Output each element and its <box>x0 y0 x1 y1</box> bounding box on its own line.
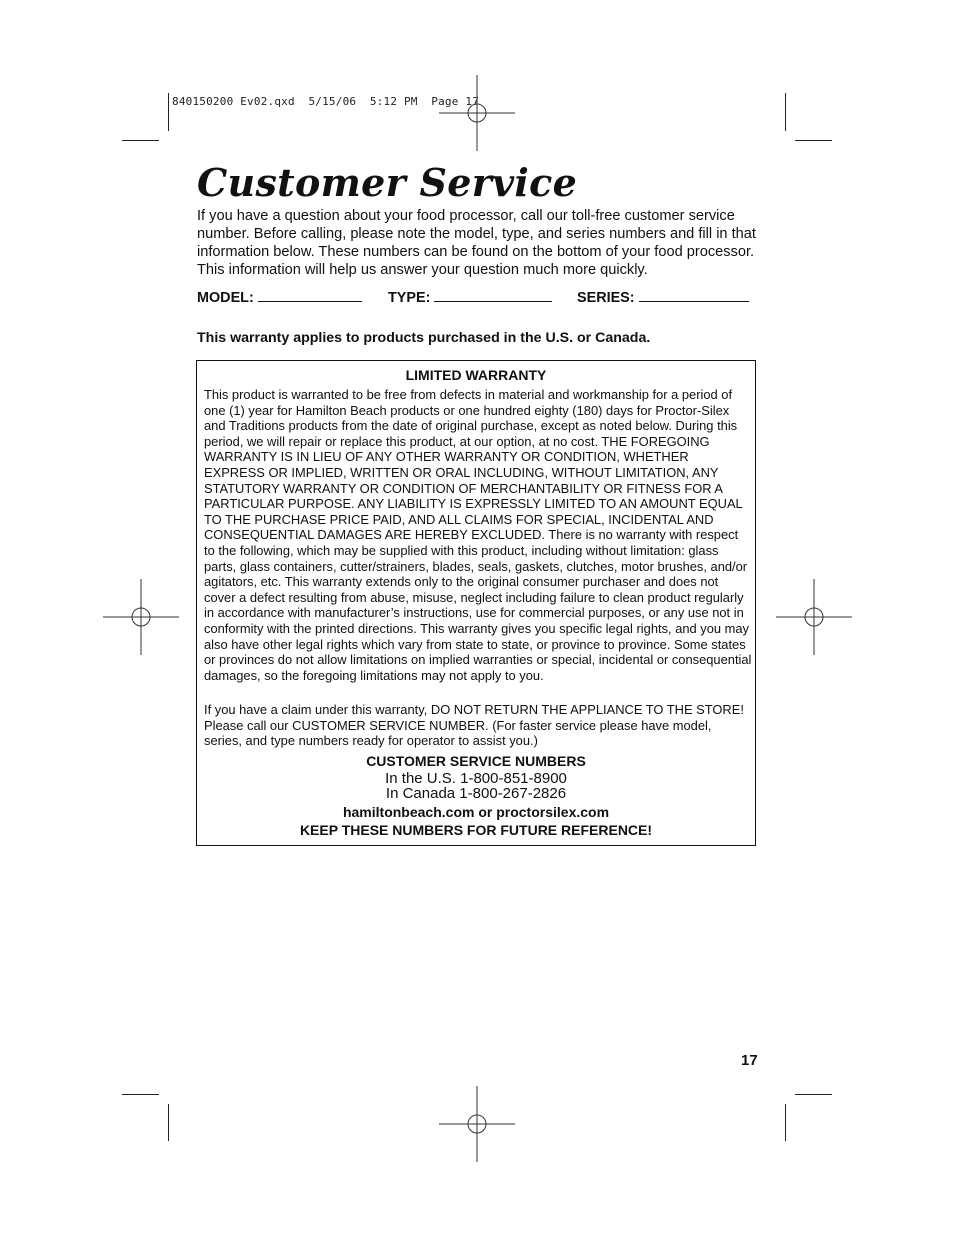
warranty-body: This product is warranted to be free from defects in material and workmanship for a period of one (1) year for Hamilton Beach products or one hundred eighty (180) days for Proctor-Silex and Traditions products from the date of original purchase, except as noted below. During this period, we will repair or replace this product, at our option, at no cost. THE FOREGOING WARRANTY IS IN LIEU OF ANY OTHER WARRANTY OR CONDITION, WHETHER EXPRESS OR IMPLIED, WRITTEN OR ORAL INCLUDING, WITHOUT LIMITATION, ANY STATUTORY WARRANTY OR CONDITION OF MERCHANTABILITY OR FITNESS FOR A PARTICULAR PURPOSE. ANY LIABILITY IS EXPRESSLY LIMITED TO AN AMOUNT EQUAL TO THE PURCHASE PRICE PAID, AND ALL CLAIMS FOR SPECIAL, INCIDENTAL AND CONSEQUENTIAL DAMAGES ARE HEREBY EXCLUDED. There is no warranty with respect to the following, which may be supplied with this product, including without limitation: glass parts, glass containers, cutter/strainers, blades, seals, gaskets, clutches, motor brushes, and/or agitators, etc. This warranty extends only to the original consumer purchaser and does not cover a defect resulting from abuse, misuse, neglect including failure to clean product regularly in accordance with manufacturer’s instructions, use for commercial purposes, or any use not in conformity with the printed directions. This warranty gives you specific legal rights, and you may also have other legal rights which vary from state to state, or province to province. Some states or provinces do not allow limitations on implied warranties or special, incidental or consequential damages, so the foregoing limitations may not apply to you. <box>204 387 752 683</box>
registration-mark-icon <box>776 579 852 655</box>
page-number: 17 <box>741 1052 758 1069</box>
crop-mark <box>795 140 832 141</box>
type-blank <box>434 288 552 302</box>
type-label: TYPE: <box>388 290 431 306</box>
printer-slug: 840150200 Ev02.qxd 5/15/06 5:12 PM Page 17 <box>172 95 480 108</box>
model-label: MODEL: <box>197 290 254 306</box>
registration-mark-icon <box>103 579 179 655</box>
type-field <box>388 288 552 306</box>
crop-mark <box>168 93 169 131</box>
limited-warranty-box <box>196 360 756 846</box>
crop-mark <box>168 1104 169 1141</box>
intro-paragraph: If you have a question about your food processor, call our toll-free customer service number. Before calling, please note the model, type, and series numbers and fill in that information below. These numbers can be found on the bottom of your food processor. This information will help us answer your question much more quickly. <box>197 208 756 278</box>
page-title: Customer Service <box>197 160 578 205</box>
series-label: SERIES: <box>577 290 635 306</box>
crop-mark <box>785 93 786 131</box>
us-phone-number: In the U.S. 1-800-851-8900 <box>385 770 567 787</box>
crop-mark <box>122 140 159 141</box>
model-field <box>197 288 362 306</box>
warranty-scope-note: This warranty applies to products purchased in the U.S. or Canada. <box>197 330 651 346</box>
crop-mark <box>795 1094 832 1095</box>
series-field <box>577 288 749 306</box>
warranty-claim-instructions: If you have a claim under this warranty, DO NOT RETURN THE APPLIANCE TO THE STORE! Please call our CUSTOMER SERVICE NUMBER. (For faster service please have model, series, and type numbers ready for operator to assist you.) <box>204 702 744 749</box>
warranty-title: LIMITED WARRANTY <box>405 367 547 383</box>
customer-service-numbers-title: CUSTOMER SERVICE NUMBERS <box>366 753 586 769</box>
registration-mark-icon <box>439 1086 515 1162</box>
crop-mark <box>122 1094 159 1095</box>
crop-mark <box>785 1104 786 1141</box>
websites: hamiltonbeach.com or proctorsilex.com <box>342 804 610 820</box>
canada-phone-number: In Canada 1-800-267-2826 <box>385 785 567 802</box>
registration-mark-icon <box>439 75 515 151</box>
series-blank <box>639 288 749 302</box>
keep-numbers-note: KEEP THESE NUMBERS FOR FUTURE REFERENCE! <box>299 822 653 838</box>
model-blank <box>258 288 362 302</box>
